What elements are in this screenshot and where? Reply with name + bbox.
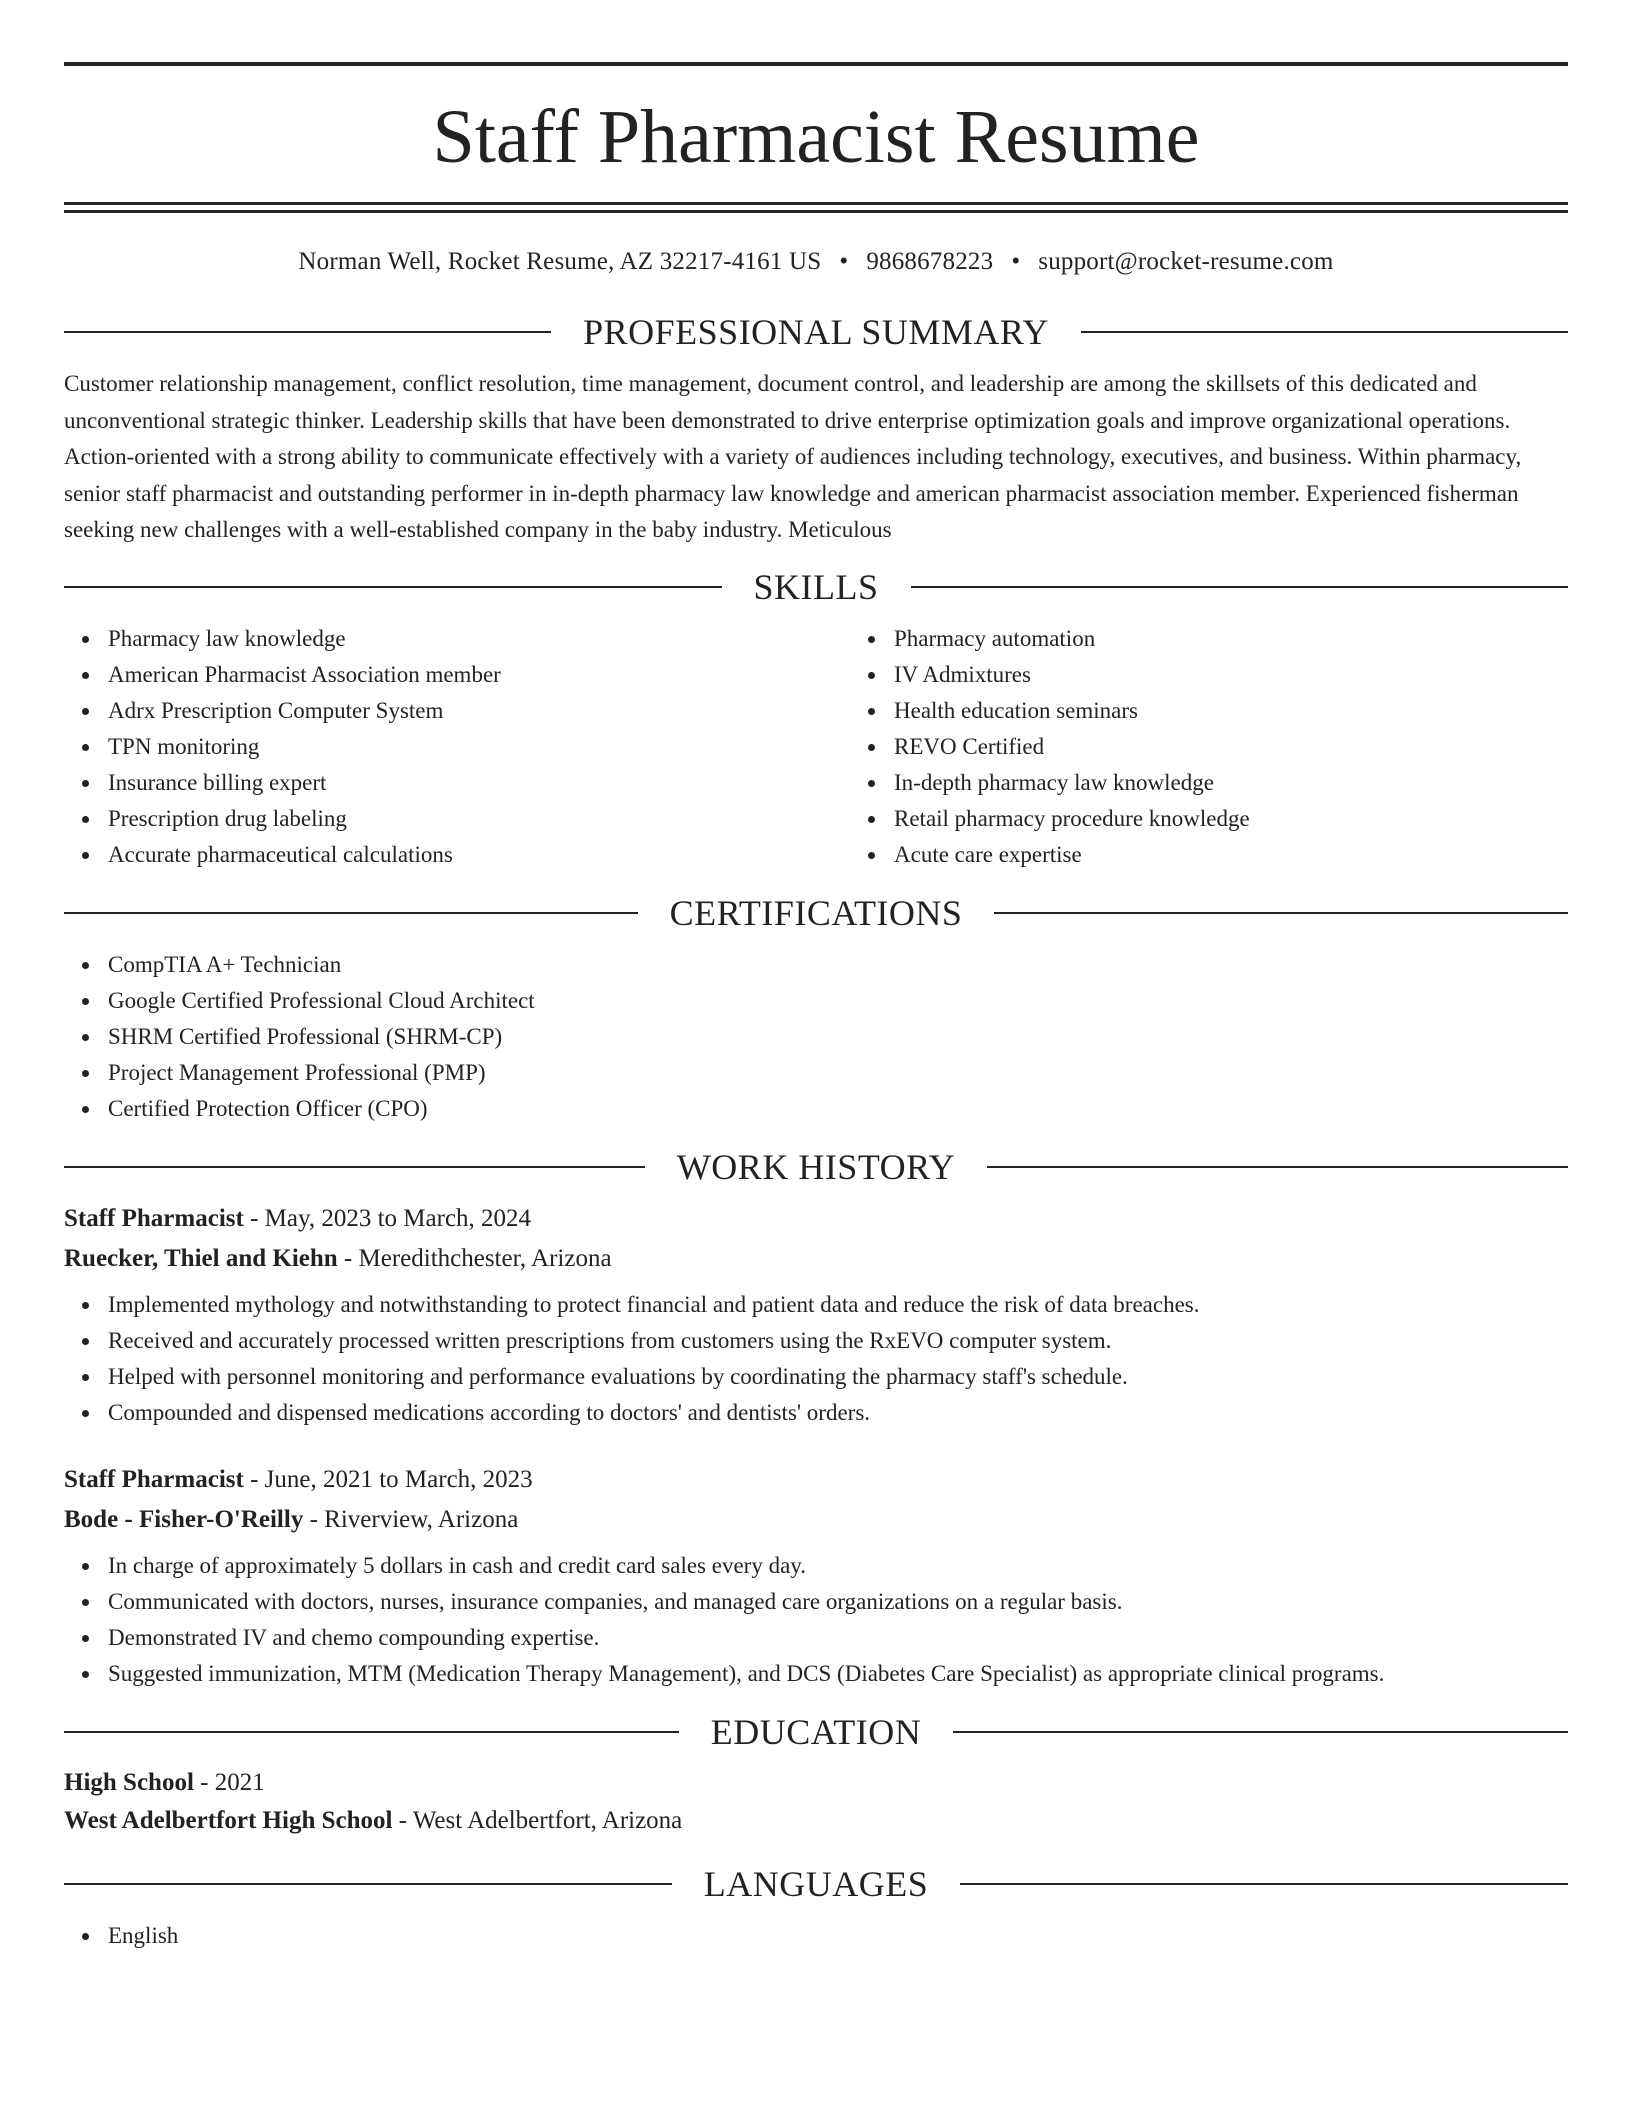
skill-item: Acute care expertise [894,837,1568,873]
job-duties-list [64,1287,1568,1431]
heading-rule-right [960,1883,1568,1885]
job-location: - Meredithchester, Arizona [337,1244,612,1272]
job-title-line [64,1460,1568,1500]
section-heading-languages [64,1863,1568,1904]
job-dates: - May, 2023 to March, 2024 [243,1204,532,1232]
section-title-education: EDUCATION [710,1711,922,1752]
skill-item: Insurance billing expert [108,765,850,801]
section-title-summary: PROFESSIONAL SUMMARY [583,312,1049,352]
skill-item: Health education seminars [894,693,1568,729]
skills-list-right [850,621,1568,873]
section-heading-work-history [64,1146,1568,1187]
contact-separator: • [1011,248,1021,275]
education-degree: High School [64,1768,194,1796]
job-entry [64,1460,1568,1692]
language-item: English [108,1918,1568,1954]
job-duties-list [64,1548,1568,1692]
education-school-line [64,1802,1568,1840]
heading-rule-left [64,1883,672,1885]
skills-list-left [64,621,850,873]
skill-item: Pharmacy law knowledge [108,621,850,657]
section-heading-education [64,1711,1568,1752]
heading-rule-right [911,586,1569,588]
job-location: - Riverview, Arizona [303,1505,519,1533]
job-company: Ruecker, Thiel and Kiehn [64,1244,338,1272]
section-title-languages: LANGUAGES [703,1863,929,1904]
heading-rule-right [1081,331,1568,333]
heading-rule-right [987,1166,1568,1168]
title-double-rule [64,202,1568,213]
certification-item: Project Management Professional (PMP) [108,1055,1568,1091]
certification-item: Certified Protection Officer (CPO) [108,1091,1568,1127]
skill-item: Accurate pharmaceutical calculations [108,837,850,873]
section-heading-skills [64,566,1568,607]
job-duty-item: Demonstrated IV and chemo compounding expertise. [108,1620,1568,1656]
heading-rule-right [953,1731,1568,1733]
contact-phone: 9868678223 [866,248,994,275]
heading-rule-right [994,912,1568,914]
education-entry [64,1764,1568,1840]
contact-address: Norman Well, Rocket Resume, AZ 32217-4161 US [298,248,822,275]
job-dates: - June, 2021 to March, 2023 [243,1465,533,1493]
skill-item: In-depth pharmacy law knowledge [894,765,1568,801]
certification-item: Google Certified Professional Cloud Architect [108,983,1568,1019]
job-title: Staff Pharmacist [64,1204,244,1232]
job-duty-item: Received and accurately processed written prescriptions from customers using the RxEVO computer system. [108,1323,1568,1359]
job-company-line [64,1239,1568,1279]
education-location: - West Adelbertfort, Arizona [392,1806,683,1834]
skill-item: IV Admixtures [894,657,1568,693]
certifications-list [64,947,1568,1127]
heading-rule-left [64,912,638,914]
job-title-line [64,1199,1568,1239]
education-year: - 2021 [193,1768,265,1796]
job-duty-item: In charge of approximately 5 dollars in cash and credit card sales every day. [108,1548,1568,1584]
job-duty-item: Implemented mythology and notwithstanding to protect financial and patient data and reduce the risk of data breaches. [108,1287,1568,1323]
skills-columns [64,621,1568,873]
job-duty-item: Communicated with doctors, nurses, insurance companies, and managed care organizations on a regular basis. [108,1584,1568,1620]
heading-rule-left [64,1166,645,1168]
education-school: West Adelbertfort High School [64,1806,393,1834]
job-duty-item: Helped with personnel monitoring and performance evaluations by coordinating the pharmacy staff's schedule. [108,1359,1568,1395]
job-duty-item: Compounded and dispensed medications according to doctors' and dentists' orders. [108,1395,1568,1431]
job-duty-item: Suggested immunization, MTM (Medication Therapy Management), and DCS (Diabetes Care Specialist) as appropriate clinical programs. [108,1656,1568,1692]
section-heading-certifications [64,892,1568,933]
skill-item: Adrx Prescription Computer System [108,693,850,729]
education-degree-line [64,1764,1568,1802]
section-title-skills: SKILLS [753,566,879,607]
heading-rule-left [64,331,551,333]
resume-content [64,0,1568,1954]
skill-item: Prescription drug labeling [108,801,850,837]
contact-email: support@rocket-resume.com [1038,248,1334,275]
resume-title: Staff Pharmacist Resume [432,95,1200,179]
professional-summary-text: Customer relationship management, conflict resolution, time management, document control, and leadership are among the skillsets of this dedicated and unconventional strategic thinker. Leadership skills that have been demonstrated to drive enterprise optimization goals and improve organizational operations. Action-oriented with a strong ability to communicate effectively with a variety of audiences including technology, executives, and business. Within pharmacy, senior staff pharmacist and outstanding performer in in-depth pharmacy law knowledge and american pharmacist association member. Experienced fisherman seeking new challenges with a well-established company in the baby industry. Meticulous [64,371,1522,542]
contact-separator: • [839,248,849,275]
contact-line [64,248,1568,280]
certification-item: SHRM Certified Professional (SHRM-CP) [108,1019,1568,1055]
job-company-line [64,1500,1568,1540]
top-rule [64,62,1568,66]
skill-item: Retail pharmacy procedure knowledge [894,801,1568,837]
job-company: Bode - Fisher-O'Reilly [64,1505,304,1533]
heading-rule-left [64,586,722,588]
section-title-work-history: WORK HISTORY [676,1146,956,1187]
skill-item: REVO Certified [894,729,1568,765]
skill-item: TPN monitoring [108,729,850,765]
skill-item: Pharmacy automation [894,621,1568,657]
certification-item: CompTIA A+ Technician [108,947,1568,983]
job-title: Staff Pharmacist [64,1465,244,1493]
skill-item: American Pharmacist Association member [108,657,850,693]
job-entry [64,1199,1568,1431]
heading-rule-left [64,1731,679,1733]
section-title-certifications: CERTIFICATIONS [669,892,963,933]
languages-list [64,1918,1568,1954]
section-heading-summary [64,314,1568,350]
